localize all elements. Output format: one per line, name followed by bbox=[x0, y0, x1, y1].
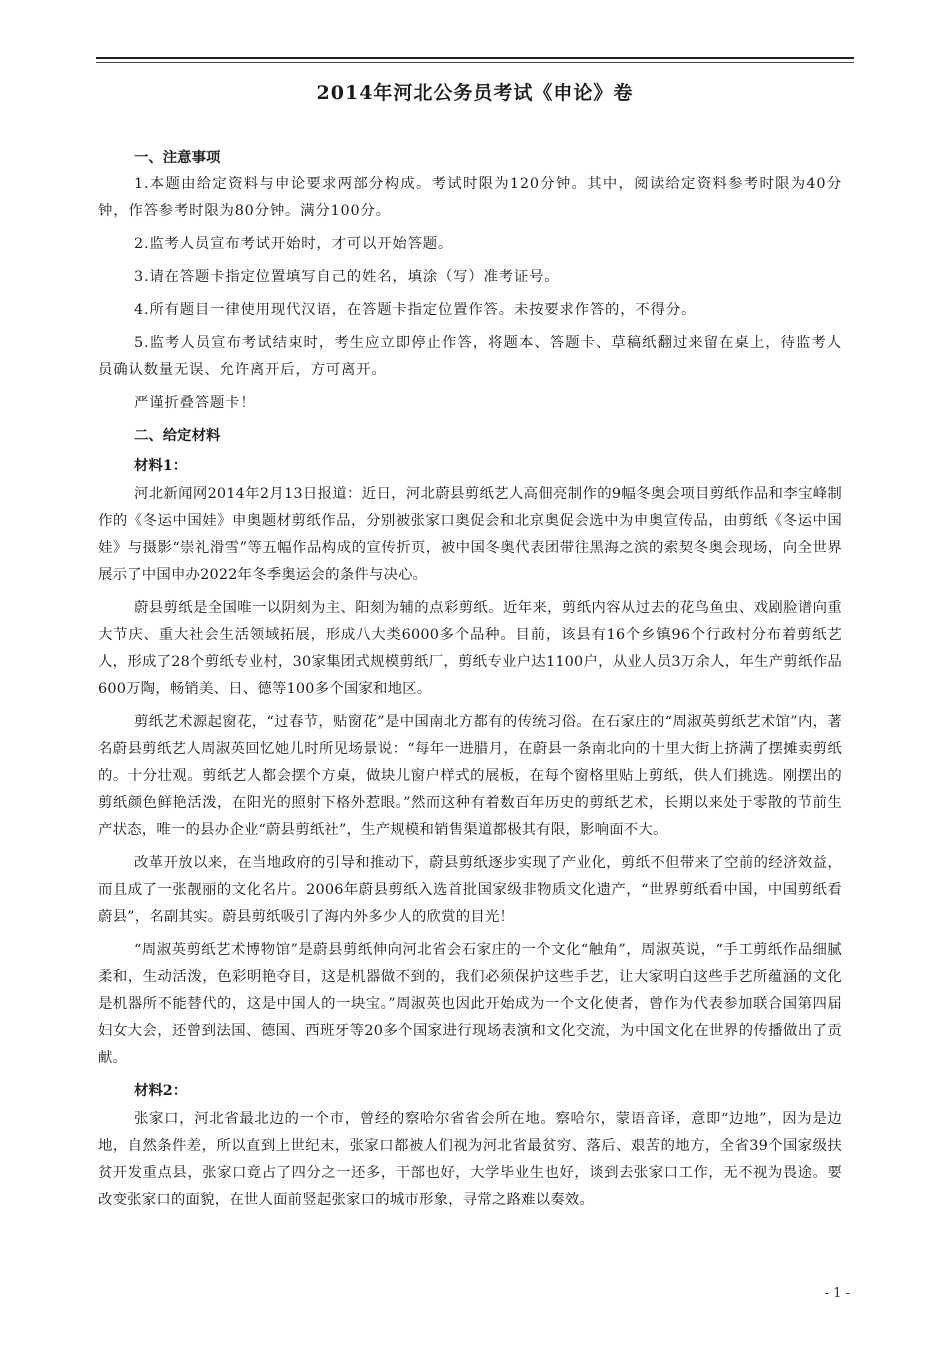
section-heading-notice: 一、注意事项 bbox=[134, 149, 221, 166]
material-paragraph: 改革开放以来，在当地政府的引导和推动下，蔚县剪纸逐步实现了产业化，剪纸不但带来了空前的经济效益，而且成了一张靓丽的文化名片。2006年蔚县剪纸入选首批国家级非物质文化遗产，“世界剪纸看中国，中国剪纸看蔚县”，名副其实。蔚县剪纸吸引了海内外多少人的欣赏的目光！ bbox=[98, 855, 842, 925]
notice-item: 5.监考人员宣布考试结束时，考生应立即停止作答，将题本、答题卡、草稿纸翻过来留在桌上，待监考人员确认数量无误、允许离开后，方可离开。 bbox=[98, 335, 842, 378]
document-title: 2014年河北公务员考试《申论》卷 bbox=[316, 82, 634, 104]
notice-item: 2.监考人员宣布考试开始时，才可以开始答题。 bbox=[134, 236, 454, 252]
notice-item: 严谨折叠答题卡！ bbox=[134, 395, 256, 411]
material-paragraph: 剪纸艺术源起窗花，“过春节，贴窗花”是中国南北方都有的传统习俗。在石家庄的“周淑英剪纸艺术馆”内，著名蔚县剪纸艺人周淑英回忆她儿时所见场景说：“每年一进腊月，在蔚县一条南北向的十里大街上挤满了摆摊卖剪纸的。十分壮观。剪纸艺人都会摆个方桌，做块儿窗户样式的展板，在每个窗格里贴上剪纸，供人们挑选。刚摆出的剪纸颜色鲜艳活泼，在阳光的照射下格外惹眼。”然而这种有着数百年历史的剪纸艺术，长期以来处于零散的节前生产状态，唯一的县办企业“蔚县剪纸社”，生产规模和销售渠道都极其有限，影响面不大。 bbox=[98, 714, 842, 838]
material-1-label: 材料1： bbox=[134, 457, 188, 474]
document-body bbox=[98, 145, 842, 1220]
material-2-label: 材料2： bbox=[134, 1082, 188, 1099]
section-heading-materials: 二、给定材料 bbox=[134, 427, 221, 444]
notice-item: 1.本题由给定资料与申论要求两部分构成。考试时限为120分钟。其中，阅读给定资料参考时限为40分钟，作答参考时限为80分钟。满分100分。 bbox=[98, 176, 842, 219]
material-paragraph: 河北新闻网2014年2月13日报道：近日，河北蔚县剪纸艺人高佃亮制作的9幅冬奥会项目剪纸作品和李宝峰制作的《冬运中国娃》申奥题材剪纸作品，分别被张家口奥促会和北京奥促会选中为申奥宣传品，由剪纸《冬运中国娃》与摄影“崇礼滑雪”等五幅作品构成的宣传折页，被中国冬奥代表团带往黑海之滨的索契冬奥会现场，向全世界展示了中国申办2022年冬季奥运会的条件与决心。 bbox=[98, 486, 842, 583]
header-rule bbox=[96, 57, 854, 59]
material-paragraph: 蔚县剪纸是全国唯一以阴刻为主、阳刻为辅的点彩剪纸。近年来，剪纸内容从过去的花鸟鱼虫、戏剧脸谱向重大节庆、重大社会生活领域拓展，形成八大类6000多个品种。目前，该县有16个乡镇96个行政村分布着剪纸艺人，形成了28个剪纸专业村，30家集团式规模剪纸厂，剪纸专业户达1100户，从业人员3万余人，年生产剪纸作品600万陶，畅销美、日、德等100多个国家和地区。 bbox=[98, 600, 842, 697]
material-paragraph: 张家口，河北省最北边的一个市，曾经的察哈尔省省会所在地。察哈尔，蒙语音译，意即“边地”，因为是边地，自然条件差，所以直到上世纪末，张家口都被人们视为河北省最贫穷、落后、艰苦的地方，全省39个国家级扶贫开发重点县，张家口竟占了四分之一还多，干部也好，大学毕业生也好，谈到去张家口工作，无不视为畏途。要改变张家口的面貌，在世人面前竖起张家口的城市形象，寻常之路难以奏效。 bbox=[98, 1111, 842, 1208]
page-number: - 1 - bbox=[824, 1286, 850, 1301]
material-paragraph: “周淑英剪纸艺术博物馆”是蔚县剪纸伸向河北省会石家庄的一个文化“触角”，周淑英说，“手工剪纸作品细腻柔和，生动活泼，色彩明艳夺目，这是机器做不到的，我们必须保护这些手艺，让大家明白这些手艺所蕴涵的文化是机器所不能替代的，这是中国人的一块宝。”周淑英也因此开始成为一个文化使者，曾作为代表参加联合国第四届妇女大会，还曾到法国、德国、西班牙等20多个国家进行现场表演和文化交流，为中国文化在世界的传播做出了贡献。 bbox=[98, 942, 842, 1066]
notice-item: 4.所有题目一律使用现代汉语，在答题卡指定位置作答。未按要求作答的，不得分。 bbox=[134, 302, 697, 318]
notice-item: 3.请在答题卡指定位置填写自己的姓名，填涂（写）准考证号。 bbox=[134, 269, 560, 285]
